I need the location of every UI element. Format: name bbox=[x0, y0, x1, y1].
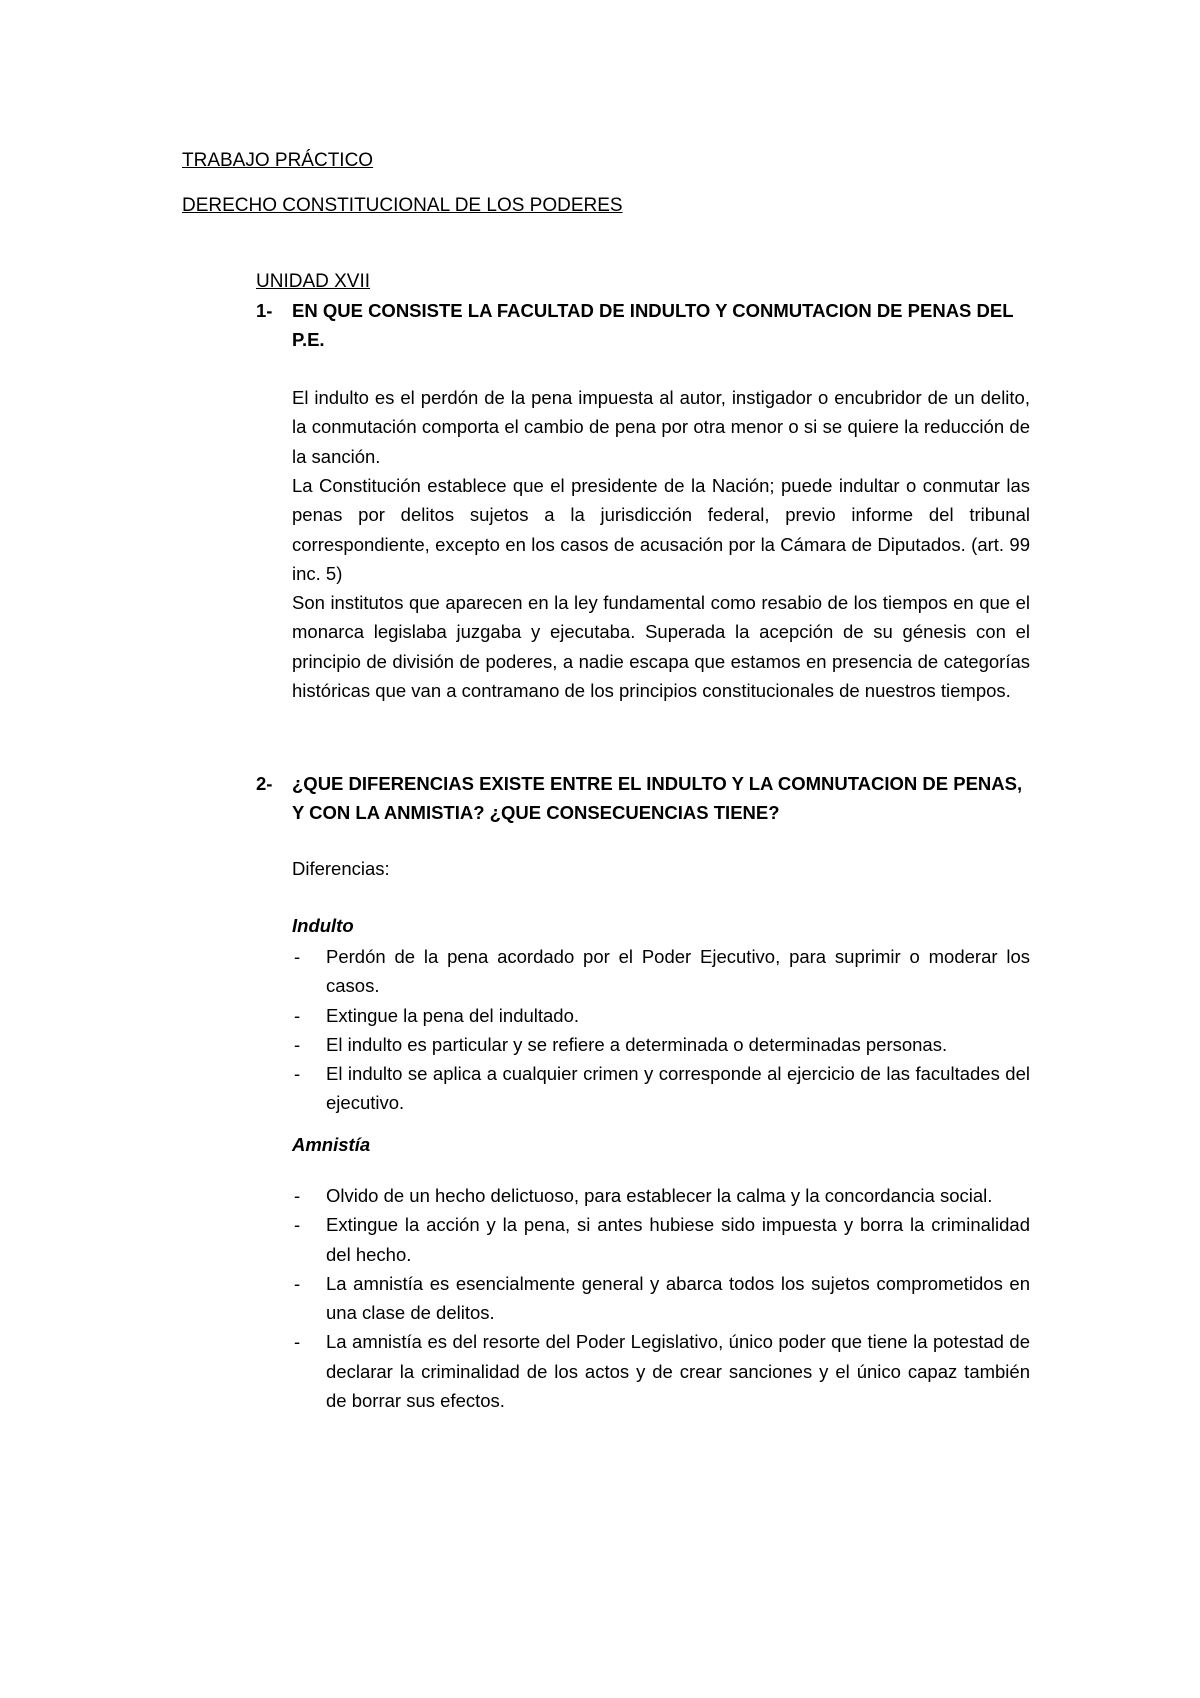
list-item bbox=[292, 1181, 1030, 1210]
list-item bbox=[292, 1001, 1030, 1030]
list-item bbox=[292, 1030, 1030, 1059]
q1-paragraph-1: El indulto es el perdón de la pena impuesta al autor, instigador o encubridor de un delito, la conmutación comporta el cambio de pena por otra menor o si se quiere la reducción de la sanción. bbox=[292, 387, 1030, 467]
list-item-text: Olvido de un hecho delictuoso, para establecer la calma y la concordancia social. bbox=[326, 1185, 993, 1206]
list-item bbox=[292, 1269, 1030, 1328]
question-1 bbox=[256, 296, 1030, 354]
document-subtitle: DERECHO CONSTITUCIONAL DE LOS PODERES bbox=[182, 195, 623, 216]
amnistia-heading: Amnistía bbox=[292, 1134, 371, 1155]
indulto-list bbox=[292, 942, 1030, 1118]
list-item bbox=[292, 942, 1030, 1001]
question-text: ¿QUE DIFERENCIAS EXISTE ENTRE EL INDULTO Y LA COMNUTACION DE PENAS, Y CON LA ANMISTIA? ¿QUE CONSECUENCIAS TIENE? bbox=[292, 773, 1023, 823]
bullet-dash: - bbox=[294, 1033, 301, 1055]
bullet-dash: - bbox=[294, 1004, 301, 1026]
list-item-text: La amnistía es esencialmente general y abarca todos los sujetos comprometidos en una clase de delitos. bbox=[326, 1272, 1030, 1324]
bullet-dash: - bbox=[294, 1331, 301, 1353]
amnistia-list bbox=[292, 1181, 1030, 1415]
list-item bbox=[292, 1059, 1030, 1118]
question-number: 1- bbox=[256, 300, 273, 321]
list-item bbox=[292, 1210, 1030, 1269]
list-item bbox=[292, 1327, 1030, 1415]
q1-paragraph-3: Son institutos que aparecen en la ley fundamental como resabio de los tiempos en que el monarca legislaba juzgaba y ejecutaba. Superada la acepción de su génesis con el principio de división de poderes, a nadie escapa que estamos en presencia de categorías históricas que van a contramano de los principios constitucionales de nuestros tiempos. bbox=[292, 592, 1030, 701]
question-text: EN QUE CONSISTE LA FACULTAD DE INDULTO Y CONMUTACION DE PENAS DEL P.E. bbox=[292, 300, 1014, 350]
question-number: 2- bbox=[256, 773, 273, 794]
list-item-text: Extingue la pena del indultado. bbox=[326, 1004, 580, 1026]
bullet-dash: - bbox=[294, 1214, 301, 1236]
list-item-text: La amnistía es del resorte del Poder Legislativo, único poder que tiene la potestad de declarar la criminalidad de los actos y de crear sanciones y el único capaz también de borrar sus efectos. bbox=[326, 1331, 1030, 1412]
document-title: TRABAJO PRÁCTICO bbox=[182, 150, 374, 171]
bullet-dash: - bbox=[294, 1272, 301, 1294]
unit-heading: UNIDAD XVII bbox=[256, 271, 371, 292]
differences-label: Diferencias: bbox=[292, 858, 390, 879]
bullet-dash: - bbox=[294, 1185, 301, 1206]
question-2 bbox=[256, 769, 1030, 827]
list-item-text: El indulto es particular y se refiere a determinada o determinadas personas. bbox=[326, 1033, 948, 1055]
list-item-text: El indulto se aplica a cualquier crimen y corresponde al ejercicio de las facultades del ejecutivo. bbox=[326, 1063, 1030, 1114]
list-item-text: Perdón de la pena acordado por el Poder Ejecutivo, para suprimir o moderar los casos. bbox=[326, 946, 1030, 997]
q1-paragraph-2: La Constitución establece que el presidente de la Nación; puede indultar o conmutar las penas por delitos sujetos a la jurisdicción federal, previo informe del tribunal correspondiente, excepto en los casos de acusación por la Cámara de Diputados. (art. 99 inc. 5) bbox=[292, 475, 1030, 584]
list-item-text: Extingue la acción y la pena, si antes hubiese sido impuesta y borra la criminalidad del hecho. bbox=[326, 1214, 1030, 1265]
indulto-heading: Indulto bbox=[292, 915, 354, 936]
bullet-dash: - bbox=[294, 946, 301, 967]
bullet-dash: - bbox=[294, 1063, 301, 1085]
